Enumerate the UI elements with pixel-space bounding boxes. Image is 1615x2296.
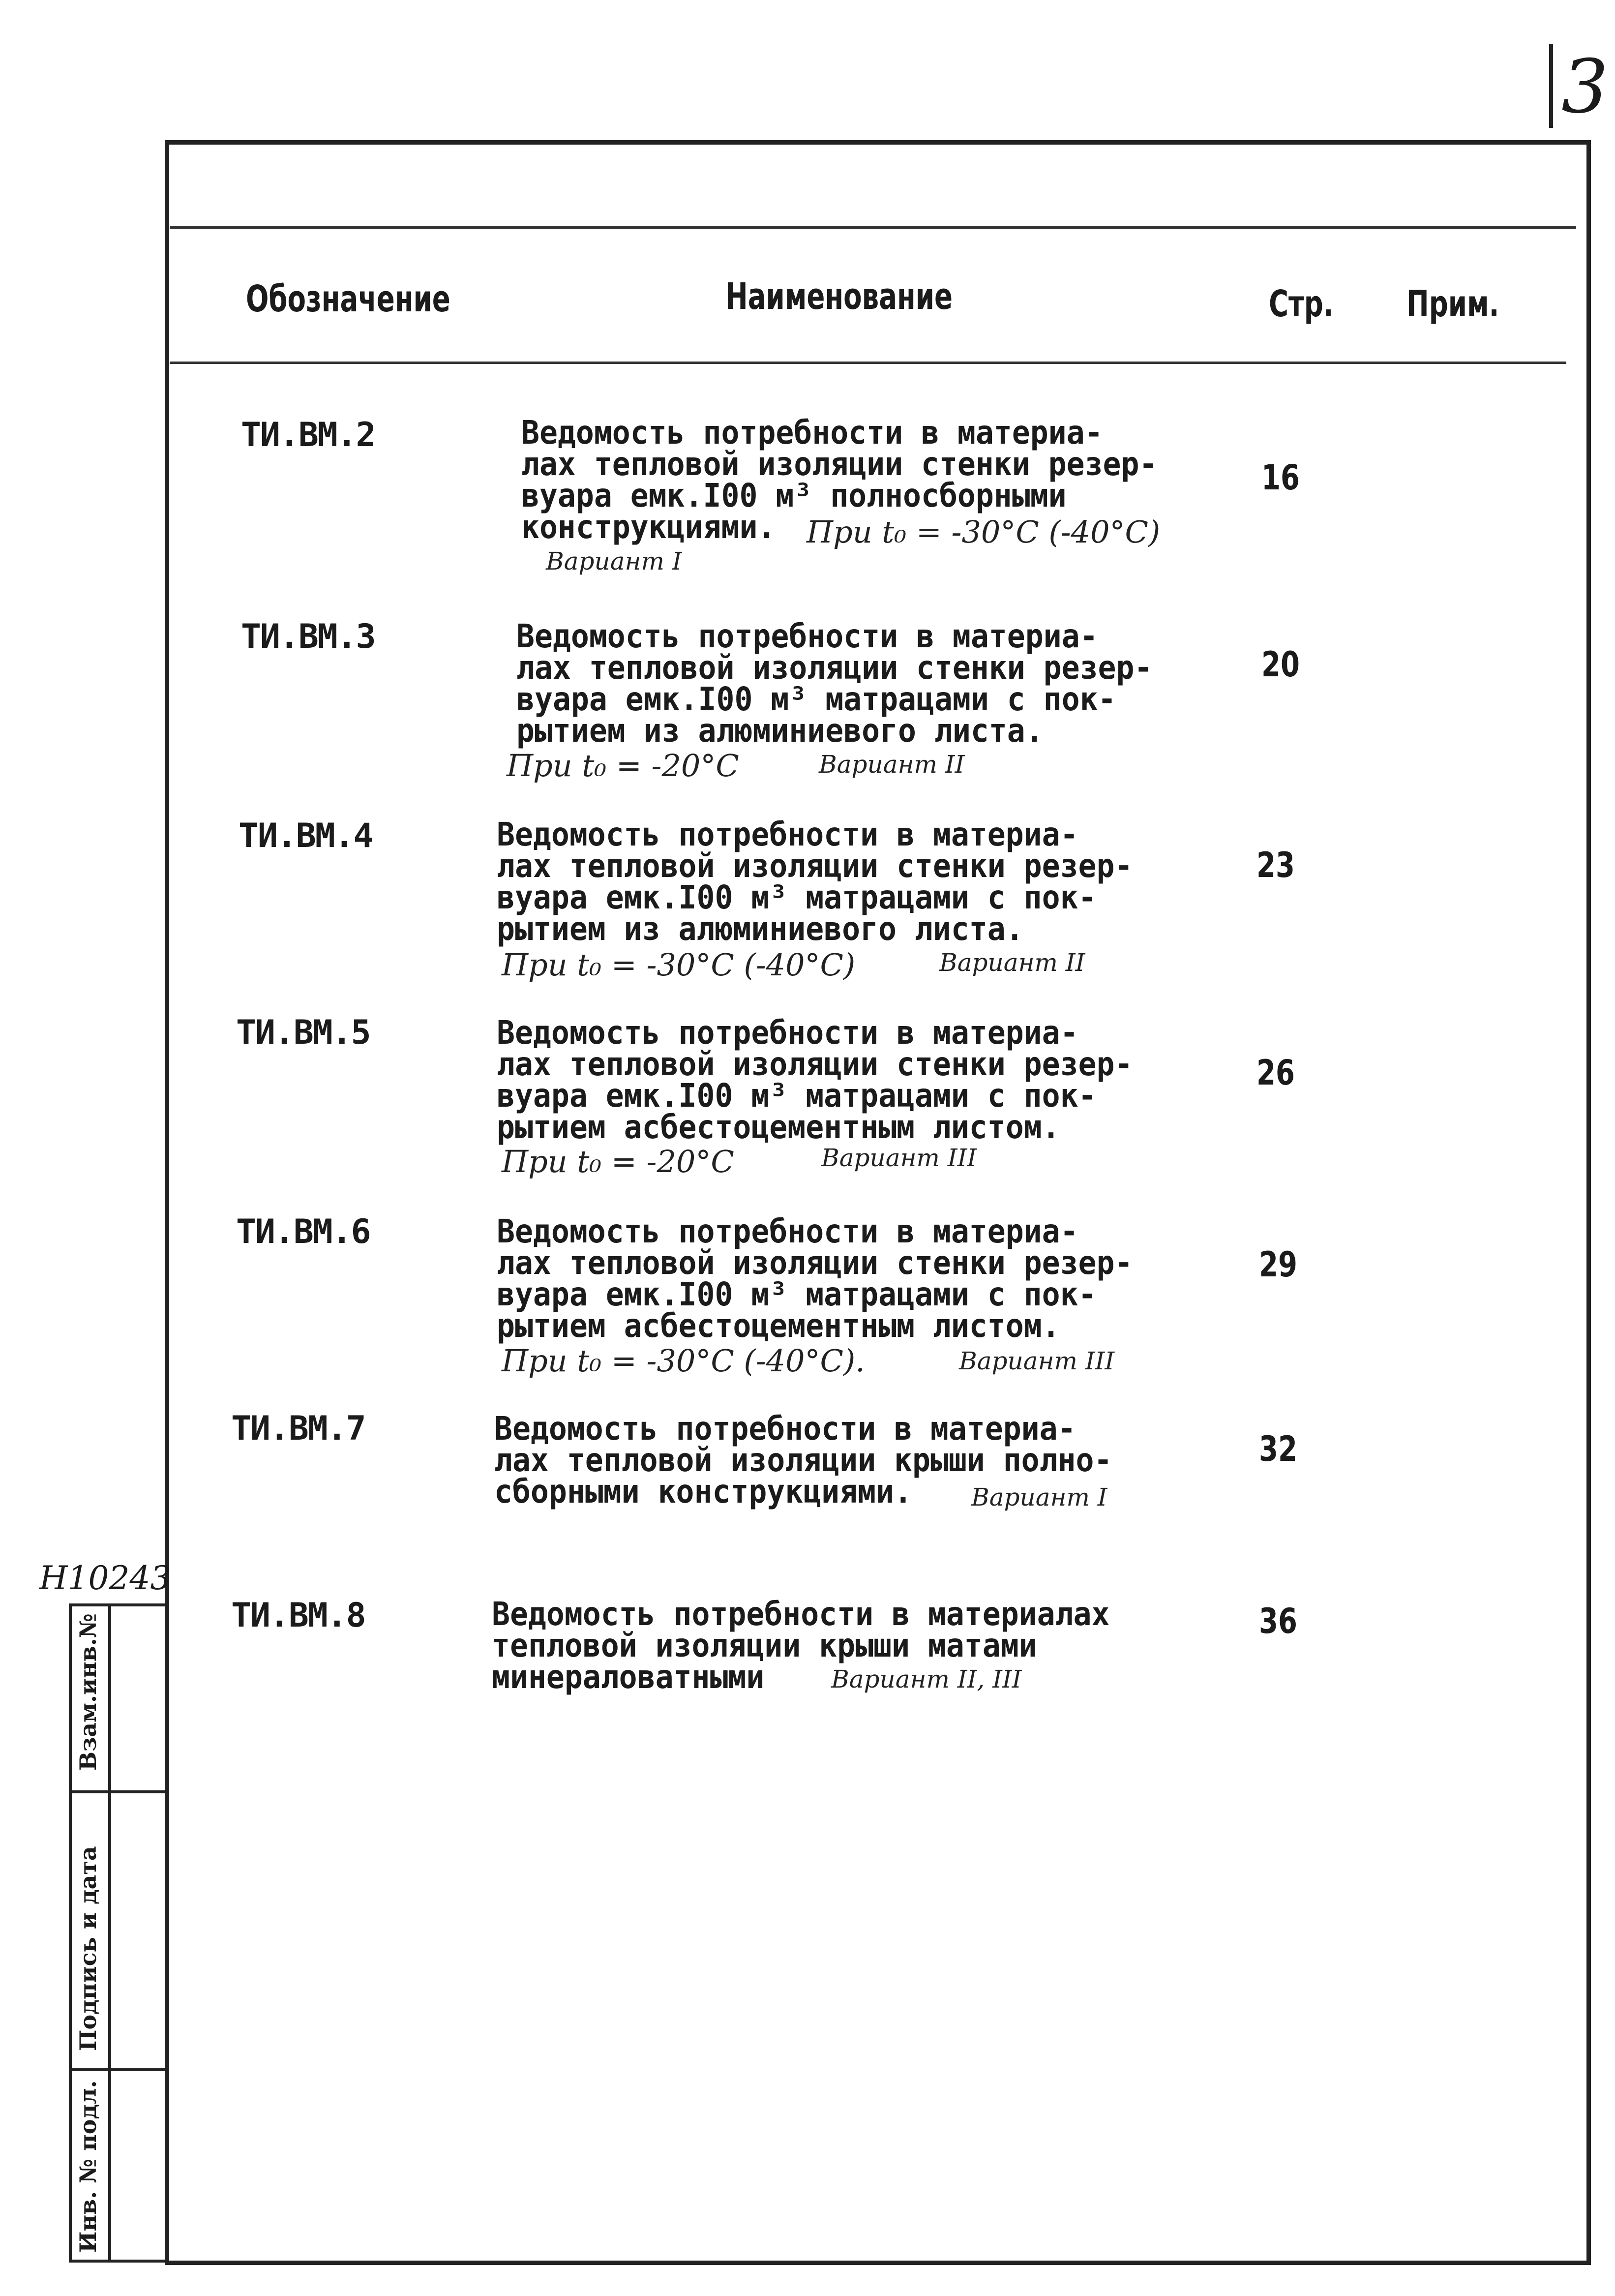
header-top-rule <box>170 226 1576 229</box>
description-line: рытием асбестоцементным листом. <box>497 1108 1060 1146</box>
inventory-number: H10243 <box>39 1559 171 1597</box>
description-line: вуара емк.I00 м³ матрацами с пок- <box>497 1275 1097 1313</box>
description-line: вуара емк.I00 м³ матрацами с пок- <box>497 878 1097 916</box>
description-line: вуара емк.I00 м³ полносборными <box>521 477 1067 514</box>
page-number: 3 <box>1561 44 1609 130</box>
row-code: ТИ.ВМ.3 <box>241 617 375 656</box>
handwritten-variant: Вариант II <box>819 750 965 779</box>
header-note: Прим. <box>1406 283 1499 325</box>
handwritten-temperature: При t₀ = -20°C <box>502 1144 734 1179</box>
row-description <box>497 1014 1225 1146</box>
description-line: Ведомость потребности в материа- <box>521 414 1103 452</box>
row-code: ТИ.ВМ.8 <box>231 1596 365 1635</box>
stamp-replacement-inventory: Взам.инв.№ <box>75 1613 101 1771</box>
description-line: лах тепловой изоляции стенки резер- <box>497 847 1133 885</box>
handwritten-temperature: При t₀ = -20°C <box>507 748 739 784</box>
description-line: Ведомость потребности в материалах <box>492 1595 1110 1633</box>
row-description <box>497 1212 1225 1345</box>
description-line: Ведомость потребности в материа- <box>494 1410 1076 1448</box>
stamp-original-inventory: Инв. № подл. <box>75 2080 101 2253</box>
row-page: 26 <box>1256 1053 1295 1093</box>
stamp-signature-date: Подпись и дата <box>75 1846 101 2051</box>
row-code: ТИ.ВМ.5 <box>236 1013 370 1052</box>
description-line: лах тепловой изоляции стенки резер- <box>521 445 1158 483</box>
handwritten-temperature: При t₀ = -30°C (-40°C) <box>807 514 1161 550</box>
row-code: ТИ.ВМ.4 <box>239 816 373 855</box>
stamp-divider <box>69 2068 167 2071</box>
description-line: лах тепловой изоляции стенки резер- <box>497 1045 1133 1083</box>
row-page: 20 <box>1261 644 1300 685</box>
handwritten-variant: Вариант III <box>959 1347 1115 1375</box>
description-line: рытием асбестоцементным листом. <box>497 1307 1060 1345</box>
handwritten-variant: Вариант I <box>546 547 682 575</box>
description-line: вуара емк.I00 м³ матрацами с пок- <box>516 680 1116 718</box>
description-line: Ведомость потребности в материа- <box>497 1212 1078 1250</box>
row-page: 16 <box>1261 457 1300 498</box>
handwritten-variant: Вариант I <box>971 1483 1107 1511</box>
description-line: конструкциями. <box>521 508 776 546</box>
handwritten-variant: Вариант II, III <box>831 1665 1022 1693</box>
row-page: 32 <box>1259 1429 1297 1469</box>
header-designation: Обозначение <box>246 278 450 320</box>
row-code: ТИ.ВМ.2 <box>241 416 375 454</box>
row-page: 23 <box>1256 845 1295 885</box>
description-line: Ведомость потребности в материа- <box>497 816 1078 853</box>
stamp-inner-line <box>108 1603 111 2263</box>
handwritten-variant: Вариант III <box>821 1144 977 1172</box>
row-page: 36 <box>1259 1601 1297 1641</box>
description-line: рытием из алюминиевого листа. <box>497 910 1024 948</box>
description-line: Ведомость потребности в материа- <box>497 1014 1078 1052</box>
row-description <box>494 1410 1222 1511</box>
row-code: ТИ.ВМ.7 <box>231 1409 365 1448</box>
description-line: лах тепловой изоляции стенки резер- <box>497 1244 1133 1282</box>
stamp-block <box>69 1603 167 2263</box>
description-line: минераловатными <box>492 1658 765 1696</box>
stamp-divider <box>69 1790 167 1793</box>
description-line: тепловой изоляции крыши матами <box>492 1627 1037 1664</box>
row-code: ТИ.ВМ.6 <box>236 1212 370 1251</box>
description-line: вуара емк.I00 м³ матрацами с пок- <box>497 1077 1097 1115</box>
handwritten-variant: Вариант II <box>939 948 1085 977</box>
row-page: 29 <box>1259 1244 1297 1285</box>
description-line: лах тепловой изоляции стенки резер- <box>516 649 1153 687</box>
handwritten-temperature: При t₀ = -30°C (-40°C) <box>502 947 856 983</box>
row-description <box>516 617 1244 750</box>
header-name: Наименование <box>725 275 953 318</box>
corner-separator <box>1549 44 1553 128</box>
description-line: рытием из алюминиевого листа. <box>516 712 1044 750</box>
header-page: Стр. <box>1269 283 1334 325</box>
description-line: сборными конструкциями. <box>494 1473 912 1511</box>
description-line: Ведомость потребности в материа- <box>516 617 1098 655</box>
description-line: лах тепловой изоляции крыши полно- <box>494 1441 1112 1479</box>
handwritten-temperature: При t₀ = -30°C (-40°C). <box>502 1343 865 1379</box>
row-description <box>497 816 1225 948</box>
header-bottom-rule <box>170 362 1566 364</box>
